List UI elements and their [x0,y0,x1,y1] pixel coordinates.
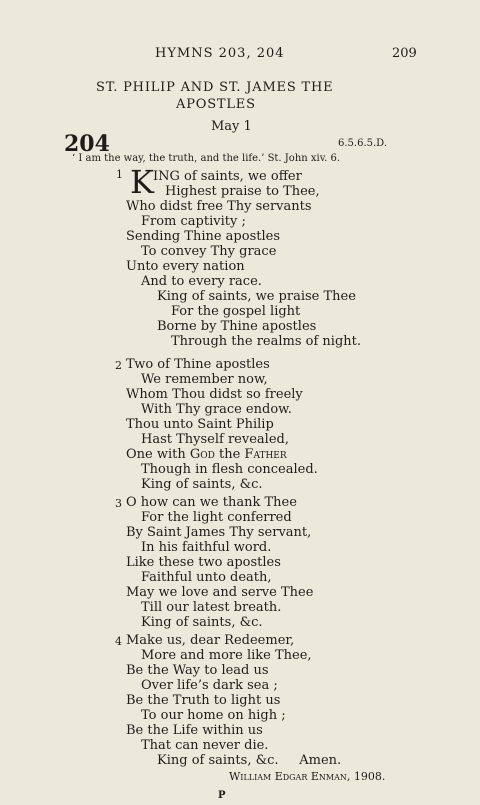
verse-number: 1 [116,168,123,181]
verse-line: May we love and serve Thee [126,585,314,600]
verse-line: That can never die. [141,738,269,753]
verse-line [126,448,287,461]
verse-line: Two of Thine apostles [126,357,270,372]
verse-line: Highest praise to Thee, [165,184,320,199]
epigraph: ‘ I am the way, the truth, and the life.’ St. John xiv. 6. [72,153,341,164]
verse-line: In his faithful word. [141,540,272,555]
verse-line: From captivity ; [141,214,246,229]
verse-line: With Thy grace endow. [141,402,292,417]
verse-number: 4 [115,635,122,648]
verse-line: Be the Life within us [126,723,263,738]
signature-mark: P [218,790,226,801]
verse-line: Unto every nation [126,259,245,274]
verse-line: Over life’s dark sea ; [141,678,278,693]
verse-line: We remember now, [141,372,268,387]
verse-line: King of saints, we praise Thee [157,289,356,304]
hymn-number: 204 [64,131,110,157]
verse-line: Whom Thou didst so freely [126,387,303,402]
page-number: 209 [392,46,417,61]
divine-name: Father [244,447,287,462]
verse-number: 2 [115,359,122,372]
verse-line: To convey Thy grace [141,244,277,259]
verse-line: King of saints, &c. [141,615,263,630]
author-credit: William Edgar Enman, 1908. [229,770,386,783]
verse-line: ING of saints, we offer [153,169,302,184]
verse-line: Hast Thyself revealed, [141,432,289,447]
verse-line: Borne by Thine apostles [157,319,317,334]
line-text: One with [126,447,190,462]
verse-line: O how can we thank Thee [126,495,297,510]
verse-line: For the light conferred [141,510,292,525]
verse-line: Till our latest breath. [141,600,282,615]
divine-name: God [189,447,215,462]
verse-line: Faithful unto death, [141,570,272,585]
hymn-meter: 6.5.6.5.D. [338,138,388,149]
verse-line: Who didst free Thy servants [126,199,312,214]
verse-line: To our home on high ; [141,708,286,723]
hymn-title-line1: ST. PHILIP AND ST. JAMES THE [96,80,334,95]
verse-number: 3 [115,497,122,510]
line-text: the [214,447,245,462]
verse-line: Be the Truth to light us [126,693,281,708]
hymn-date: May 1 [211,119,252,134]
verse-line: Through the realms of night. [171,334,362,349]
verse-line: Thou unto Saint Philip [126,417,274,432]
hymn-title-line2: APOSTLES [176,97,256,112]
verse-line: Like these two apostles [126,555,281,570]
verse-line: Though in flesh concealed. [141,462,318,477]
verse-line: Be the Way to lead us [126,663,269,678]
verse-line: King of saints, &c. Amen. [157,753,342,768]
verse-line: Make us, dear Redeemer, [126,633,295,648]
running-head-title: HYMNS 203, 204 [155,46,285,61]
verse-line: Sending Thine apostles [126,229,280,244]
verse-line: King of saints, &c. [141,477,263,492]
verse-line: For the gospel light [171,304,301,319]
verse-line: More and more like Thee, [141,648,312,663]
drop-cap: K [130,163,154,201]
verse-line: By Saint James Thy servant, [126,525,312,540]
verse-line: And to every race. [141,274,262,289]
